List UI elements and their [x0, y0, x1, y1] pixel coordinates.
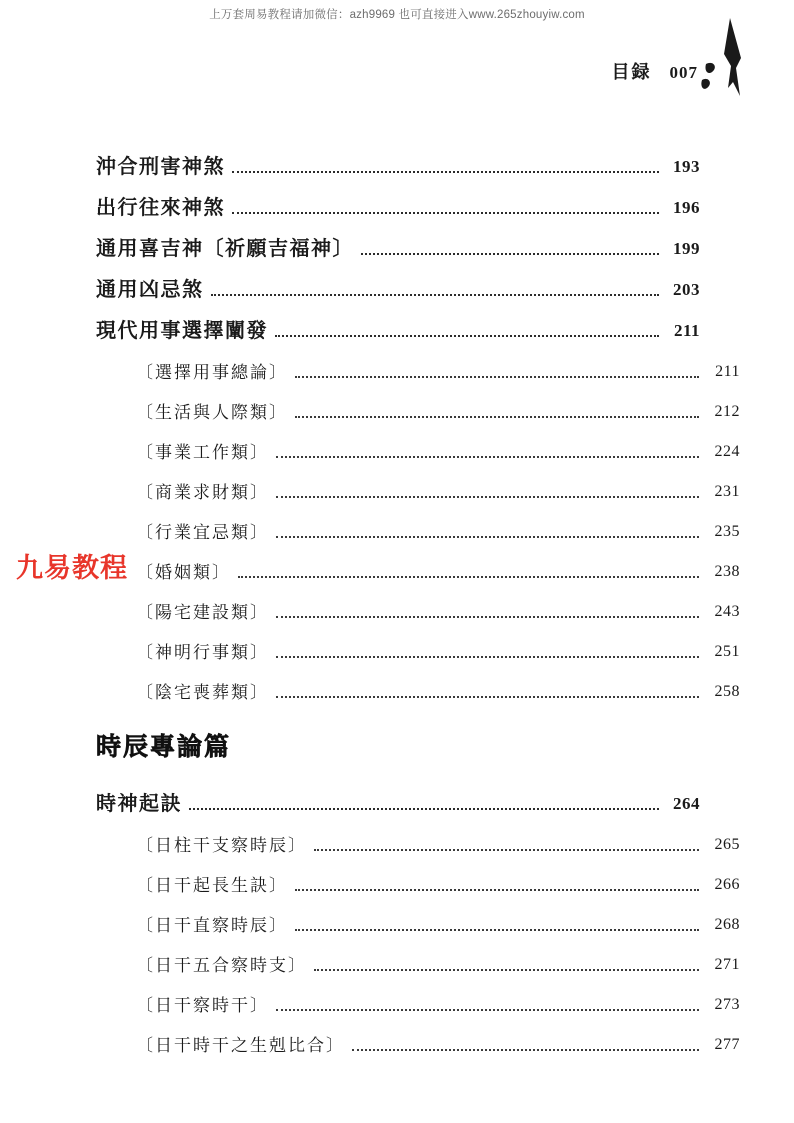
toc-leader-dots: [276, 655, 699, 658]
toc-entry[interactable]: [96, 218, 700, 259]
toc-leader-dots: [275, 334, 659, 337]
toc-leader-dots: [211, 293, 660, 296]
toc-entry-title: 通用凶忌煞: [96, 279, 204, 301]
toc-leader-dots: [238, 575, 699, 578]
toc-entry[interactable]: [96, 621, 740, 661]
toc-entry-title: 〔商業求財類〕: [136, 483, 269, 502]
toc-entry[interactable]: [96, 894, 740, 934]
toc-entry[interactable]: [96, 773, 700, 814]
toc-entry[interactable]: [96, 259, 700, 300]
toc-entry-page: 277: [714, 1036, 740, 1053]
toc-entry-title: 〔日干起長生訣〕: [136, 876, 288, 895]
toc-leader-dots: [276, 615, 699, 618]
toc-entry-title: 〔婚姻類〕: [136, 563, 231, 582]
toc-entry[interactable]: [96, 854, 740, 894]
toc-entry-page: 224: [714, 443, 740, 460]
header-label: 目録: [611, 62, 652, 82]
toc-entry-page: 271: [714, 956, 740, 973]
toc-entry[interactable]: [96, 421, 740, 461]
toc-leader-dots: [295, 375, 699, 378]
toc-entry[interactable]: [96, 1014, 740, 1054]
toc-leader-dots: [295, 415, 699, 418]
toc-leader-dots: [276, 535, 699, 538]
header-page-number: 007: [669, 63, 698, 82]
toc-entry[interactable]: [96, 814, 740, 854]
toc-entry-page: 193: [673, 157, 700, 176]
toc-entry-title: 出行往來神煞: [96, 197, 225, 219]
toc-leader-dots: [295, 928, 699, 931]
toc-leader-dots: [295, 888, 699, 891]
toc-entry[interactable]: [96, 934, 740, 974]
toc-entry-title: 〔日干察時干〕: [136, 996, 269, 1015]
toc-leader-dots: [352, 1048, 699, 1051]
toc-entry-title: 時神起訣: [96, 793, 182, 815]
toc-entry[interactable]: [96, 501, 740, 541]
toc-entry-title: 〔事業工作類〕: [136, 443, 269, 462]
toc-entry-title: 〔生活與人際類〕: [136, 403, 288, 422]
toc-entry[interactable]: [96, 581, 740, 621]
red-logo-watermark: 九易教程: [16, 553, 128, 583]
toc-entry-title: 〔日柱干支察時辰〕: [136, 836, 307, 855]
toc-entry[interactable]: [96, 381, 740, 421]
toc-entry-page: 211: [715, 363, 740, 380]
toc-entry-page: 251: [714, 643, 740, 660]
toc-entry-title: 〔行業宜忌類〕: [136, 523, 269, 542]
toc-leader-dots: [276, 695, 699, 698]
toc-entry-page: 268: [714, 916, 740, 933]
toc-entry-title: 現代用事選擇闡發: [96, 320, 268, 342]
toc-entry-page: 196: [673, 198, 700, 217]
toc-entry-page: 238: [714, 563, 740, 580]
toc-entry-title: 〔陰宅喪葬類〕: [136, 683, 269, 702]
page-header: [612, 58, 699, 84]
toc-leader-dots: [314, 968, 699, 971]
toc-entry-title: 通用喜吉神〔祈願吉福神〕: [96, 238, 354, 260]
toc-entry[interactable]: [96, 300, 700, 341]
toc-entry-page: 211: [673, 321, 700, 340]
toc-entry-page: 231: [714, 483, 740, 500]
toc-entry[interactable]: [96, 136, 700, 177]
toc-entry-page: 199: [673, 239, 700, 258]
toc-entry-page: 258: [714, 683, 740, 700]
toc-entry-title: 〔日干直察時辰〕: [136, 916, 288, 935]
toc-leader-dots: [314, 848, 699, 851]
brush-stroke-decoration: [700, 16, 746, 100]
toc-entry-page: 203: [673, 280, 700, 299]
toc-entry[interactable]: [96, 974, 740, 1014]
toc-leader-dots: [189, 807, 659, 810]
section-banner-title: 時辰專論篇: [96, 734, 232, 761]
toc-entry-title: 〔選擇用事總論〕: [136, 363, 288, 382]
toc-entry[interactable]: [96, 541, 740, 581]
toc-entry-title: 〔神明行事類〕: [136, 643, 269, 662]
toc-entry-page: 264: [673, 794, 700, 813]
toc-leader-dots: [276, 1008, 699, 1011]
toc-leader-dots: [232, 211, 659, 214]
toc-entry-title: 〔陽宅建設類〕: [136, 603, 269, 622]
toc-entry-title: 〔日干時干之生剋比合〕: [136, 1036, 345, 1055]
toc-entry[interactable]: [96, 461, 740, 501]
toc-entry[interactable]: [96, 661, 740, 701]
table-of-contents: [96, 136, 740, 1055]
toc-leader-dots: [361, 252, 659, 255]
toc-entry-page: 265: [714, 836, 740, 853]
toc-leader-dots: [276, 455, 699, 458]
toc-entry[interactable]: [96, 177, 700, 218]
toc-entry-page: 235: [714, 523, 740, 540]
toc-entry-page: 273: [714, 996, 740, 1013]
top-watermark-text: 上万套周易教程请加微信：azh9969 也可直接进入www.265zhouyiw.com: [209, 9, 585, 21]
toc-entry-page: 266: [714, 876, 740, 893]
toc-entry-page: 243: [714, 603, 740, 620]
toc-leader-dots: [232, 170, 659, 173]
toc-entry-page: 212: [714, 403, 740, 420]
toc-leader-dots: [276, 495, 699, 498]
toc-entry[interactable]: [96, 341, 740, 381]
toc-entry-title: 〔日干五合察時支〕: [136, 956, 307, 975]
toc-entry-title: 沖合刑害神煞: [96, 156, 225, 178]
